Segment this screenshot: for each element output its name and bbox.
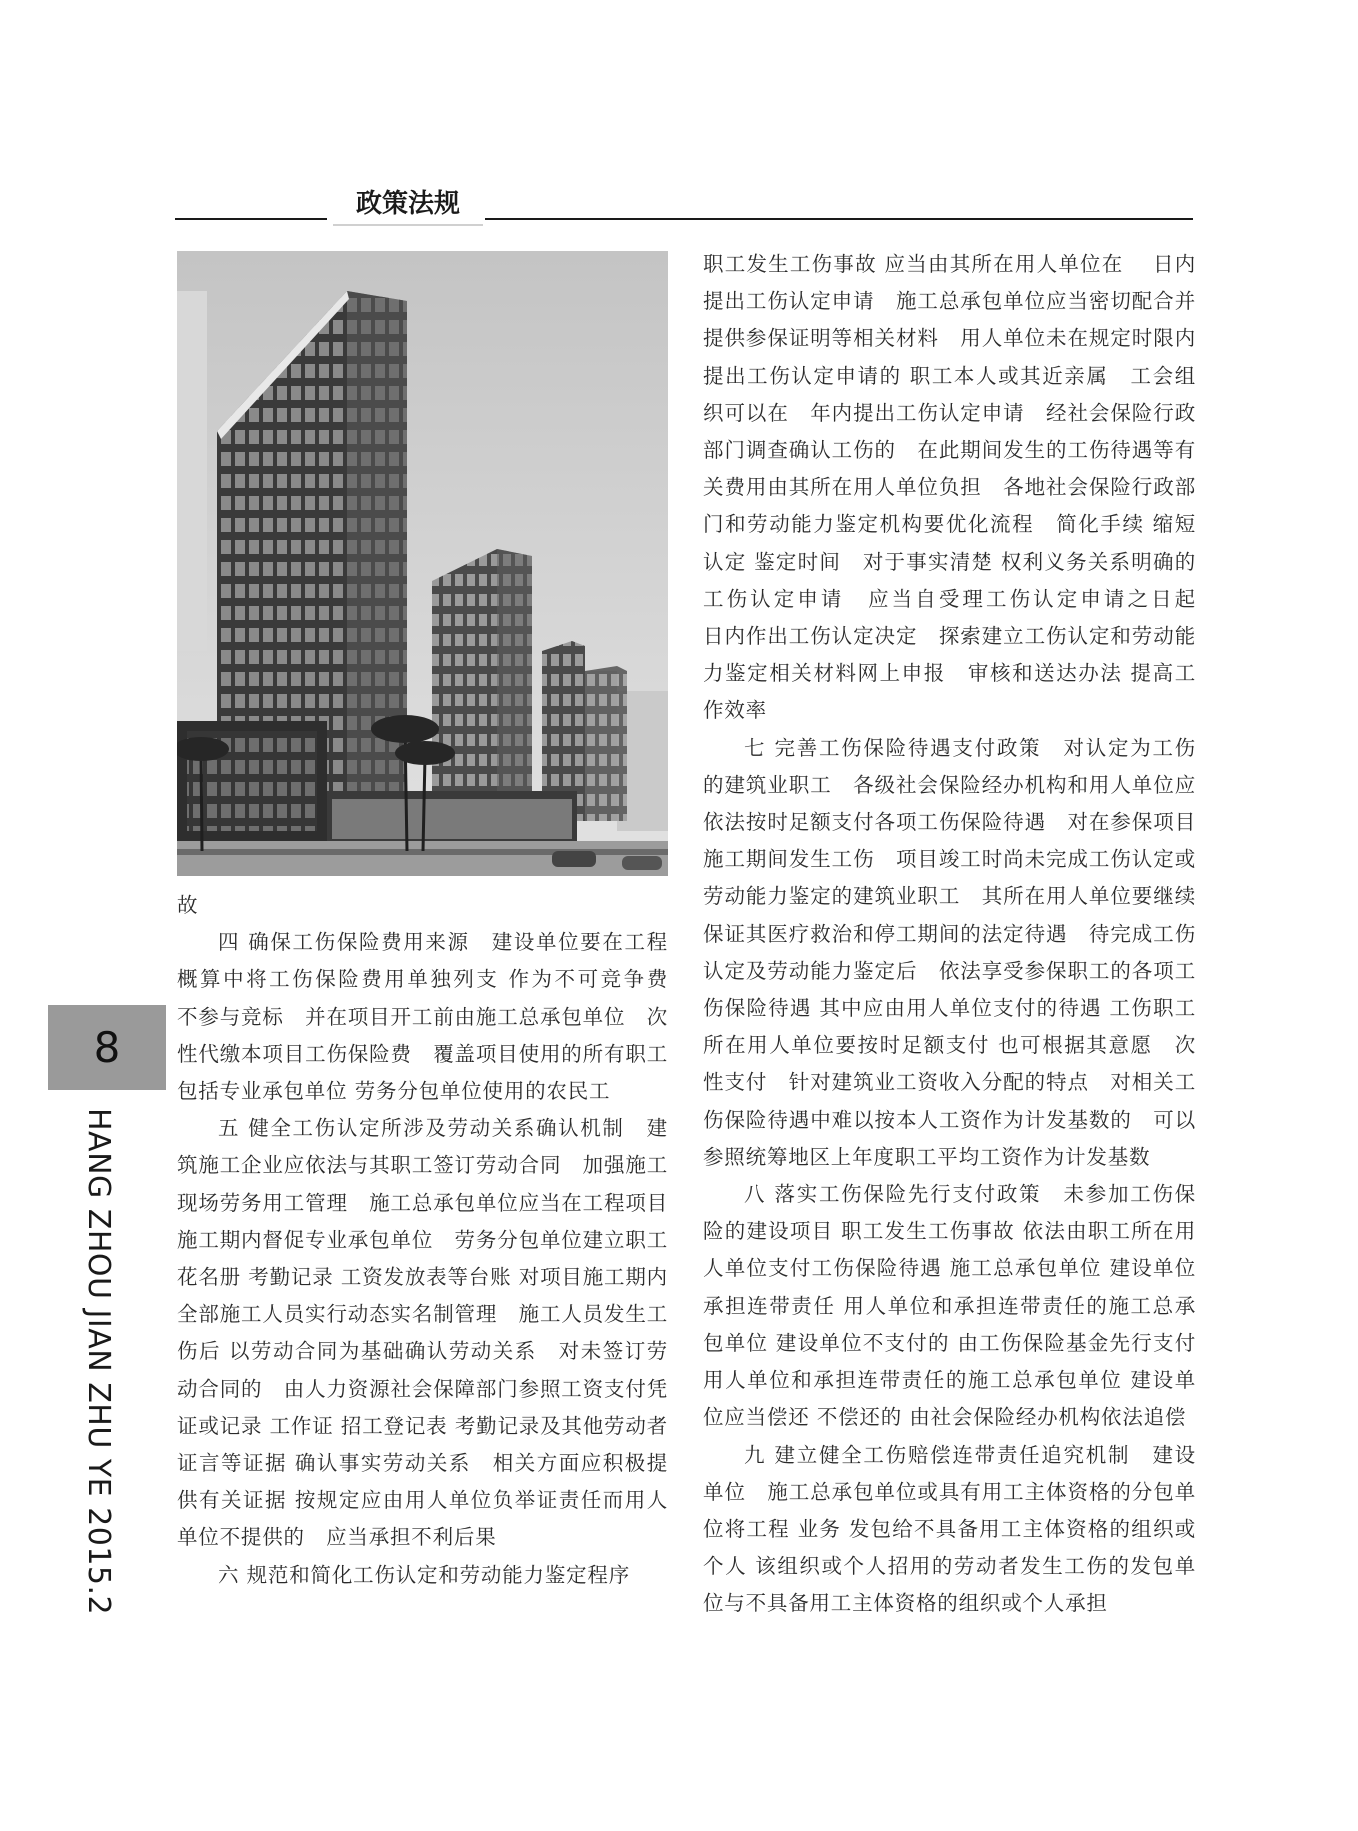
header-rule-right — [485, 218, 1193, 220]
page-number-tab: 8 — [48, 1005, 166, 1090]
paragraph-section-7: 七 完善工伤保险待遇支付政策 对认定为工伤的建筑业职工 各级社会保险经办机构和用人单位应依法按时足额支付各项工伤保险待遇 对在参保项目施工期间发生工伤 项目竣工时尚未完成工伤认定或劳动能力鉴定的建筑业职工 其所在用人单位要继续保证其医疗救治和停工期间的法定待遇 待完成工伤认定及劳动能力鉴定后 依法享受参保职工的各项工伤保险待遇 其中应由用人单位支付的待遇 工伤职工所在用人单位要按时足额支付 也可根据其意愿 次性支付 针对建筑业工资收入分配的特点 对相关工伤保险待遇中难以按本人工资作为计发基数的 可以参照统筹地区上年度职工平均工资作为计发基数 — [703, 735, 1196, 1169]
journal-vertical-label — [74, 1108, 134, 1628]
building-photo — [177, 251, 668, 876]
paragraph-section-9: 九 建立健全工伤赔偿连带责任追究机制 建设单位 施工总承包单位或具有用工主体资格的分包单位将工程 业务 发包给不具备用工主体资格的组织或个人 该组织或个人招用的劳动者发生工伤的发包单位与不具备用工主体资格的组织或个人承担 — [703, 1442, 1196, 1616]
paragraph-continuation: 故 — [177, 893, 199, 917]
paragraph-section-8: 八 落实工伤保险先行支付政策 未参加工伤保险的建设项目 职工发生工伤事故 依法由职工所在用人单位支付工伤保险待遇 施工总承包单位 建设单位承担连带责任 用人单位和承担连带责任的施工总承包单位 建设单位不支付的 由工伤保险基金先行支付 用人单位和承担连带责任的施工总承包单位 建设单位应当偿还 不偿还的 由社会保险经办机构依法追偿 — [703, 1182, 1218, 1430]
paragraph-section-4: 四 确保工伤保险费用来源 建设单位要在工程概算中将工伤保险费用单独列支 作为不可竞争费 不参与竞标 并在项目开工前由施工总承包单位 次性代缴本项目工伤保险费 覆盖项目使用的所有职工 包括专业承包单位 劳务分包单位使用的农民工 — [177, 930, 690, 1104]
journal-text: HANG ZHOU JIAN ZHU YE 2015.2 — [81, 1108, 116, 1616]
header-rule-left — [175, 218, 327, 220]
right-column — [703, 246, 1225, 1623]
section-title: 政策法规 — [333, 186, 483, 226]
left-column — [177, 887, 690, 1594]
paragraph-section-6: 六 规范和简化工伤认定和劳动能力鉴定程序 — [218, 1562, 631, 1587]
paragraph-section-6-cont: 职工发生工伤事故 应当由其所在用人单位在 日内提出工伤认定申请 施工总承包单位应当密切配合并提供参保证明等相关材料 用人单位未在规定时限内提出工伤认定申请的 职工本人或其近亲属 工会组织可以在 年内提出工伤认定申请 经社会保险行政部门调查确认工伤的 在此期间发生的工伤待遇等有关费用由其所在用人单位负担 各地社会保险行政部门和劳动能力鉴定机构要优化流程 简化手续 缩短认定 鉴定时间 对于事实清楚 权利义务关系明确的工伤认定申请 应当自受理工伤认定申请之日起 日内作出工伤认定决定 探索建立工伤认定和劳动能力鉴定相关材料网上申报 审核和送达办法 提高工作效率 — [703, 252, 1225, 723]
paragraph-section-5: 五 健全工伤认定所涉及劳动关系确认机制 建筑施工企业应依法与其职工签订劳动合同 加强施工现场劳务用工管理 施工总承包单位应当在工程项目施工期内督促专业承包单位 劳务分包单位建立职工花名册 考勤记录 工资发放表等台账 对项目施工期内全部施工人员实行动态实名制管理 施工人员发生工伤后 以劳动合同为基础确认劳动关系 对未签订劳动合同的 由人力资源社会保障部门参照工资支付凭证或记录 工作证 招工登记表 考勤记录及其他劳动者证言等证据 确认事实劳动关系 相关方面应积极提供有关证据 按规定应由用人单位负举证责任而用人单位不提供的 应当承担不利后果 — [177, 1116, 668, 1550]
